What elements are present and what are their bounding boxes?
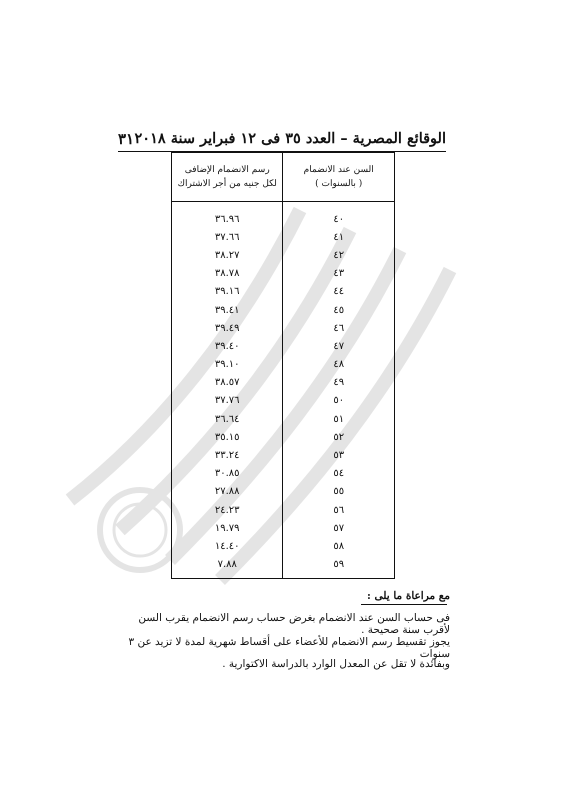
table-row (172, 465, 395, 483)
age-cell: ٤٣ (283, 265, 395, 283)
table-row (172, 519, 395, 537)
table-row (172, 410, 395, 428)
age-cell: ٥٧ (283, 519, 395, 537)
age-cell: ٤٧ (283, 337, 395, 355)
notes-heading-underline (361, 604, 447, 605)
fee-cell: ٣٧.٧٦ (172, 392, 283, 410)
fee-cell: ٣٩.١٠ (172, 356, 283, 374)
fee-cell: ٢٤.٢٣ (172, 501, 283, 519)
age-cell: ٤٢ (283, 246, 395, 264)
notes-heading: مع مراعاة ما يلى : (367, 590, 450, 602)
table-row (172, 428, 395, 446)
age-cell: ٤٦ (283, 319, 395, 337)
column-header-fee-line1: رسم الانضمام الإضافى (184, 165, 270, 175)
age-cell: ٥٦ (283, 501, 395, 519)
fee-cell: ١٩.٧٩ (172, 519, 283, 537)
fee-cell: ٣٣.٢٤ (172, 446, 283, 464)
table-row (172, 537, 395, 555)
table-row (172, 265, 395, 283)
fee-cell: ٣٩.٤٠ (172, 337, 283, 355)
table-row (172, 446, 395, 464)
fee-cell: ١٤.٤٠ (172, 537, 283, 555)
age-cell: ٥١ (283, 410, 395, 428)
fee-cell: ٣٨.٢٧ (172, 246, 283, 264)
age-cell: ٤٥ (283, 301, 395, 319)
column-header-fee-line2: لكل جنيه من أجر الاشتراك (177, 179, 277, 189)
page-number: ٣١ (118, 130, 135, 148)
page-header (118, 128, 446, 152)
table-row (172, 501, 395, 519)
table-row (172, 483, 395, 501)
age-cell: ٥٢ (283, 428, 395, 446)
table-row (172, 228, 395, 246)
age-cell: ٥٥ (283, 483, 395, 501)
column-header-age (283, 153, 395, 202)
fee-cell: ٣٦.٦٤ (172, 410, 283, 428)
table-row (172, 392, 395, 410)
column-header-age-line1: السن عند الانضمام (303, 165, 374, 175)
fee-cell: ٣٩.١٦ (172, 283, 283, 301)
fee-cell: ٣٨.٥٧ (172, 374, 283, 392)
age-cell: ٥٣ (283, 446, 395, 464)
age-cell: ٤٨ (283, 356, 395, 374)
fee-cell: ٣٠.٨٥ (172, 465, 283, 483)
age-cell: ٥٤ (283, 465, 395, 483)
table-row (172, 283, 395, 301)
note-item: يجوز تقسيط رسم الانضمام للأعضاء على أقساط شهرية لمدة لا تزيد عن ٣ سنوات (128, 636, 450, 660)
table-row (172, 202, 395, 229)
table-row (172, 246, 395, 264)
age-cell: ٤٤ (283, 283, 395, 301)
table-row (172, 356, 395, 374)
fee-cell: ٧.٨٨ (172, 556, 283, 579)
column-header-age-line2: ( بالسنوات ) (315, 179, 363, 189)
age-cell: ٥٠ (283, 392, 395, 410)
age-cell: ٤٠ (283, 202, 395, 229)
table-row (172, 337, 395, 355)
fee-cell: ٣٦.٩٦ (172, 202, 283, 229)
table-row (172, 301, 395, 319)
note-item: وبفائدة لا تقل عن المعدل الوارد بالدراسة الاكتوارية . (222, 658, 450, 670)
fee-cell: ٢٧.٨٨ (172, 483, 283, 501)
table-row (172, 556, 395, 579)
fee-cell: ٣٩.٤١ (172, 301, 283, 319)
column-header-fee (172, 153, 283, 202)
table-header-row (172, 153, 395, 202)
fee-cell: ٣٥.١٥ (172, 428, 283, 446)
fee-cell: ٣٨.٧٨ (172, 265, 283, 283)
table-row (172, 319, 395, 337)
age-cell: ٤٩ (283, 374, 395, 392)
fee-cell: ٣٩.٤٩ (172, 319, 283, 337)
fee-cell: ٣٧.٦٦ (172, 228, 283, 246)
age-cell: ٤١ (283, 228, 395, 246)
age-cell: ٥٩ (283, 556, 395, 579)
header-title: الوقائع المصرية – العدد ٣٥ فى ١٢ فبراير سنة ٢٠١٨ (134, 130, 446, 147)
fee-table (171, 152, 395, 579)
age-cell: ٥٨ (283, 537, 395, 555)
note-item: فى حساب السن عند الانضمام بغرض حساب رسم الانضمام يقرب السن لأقرب سنة صحيحة . (138, 612, 450, 636)
table-row (172, 374, 395, 392)
